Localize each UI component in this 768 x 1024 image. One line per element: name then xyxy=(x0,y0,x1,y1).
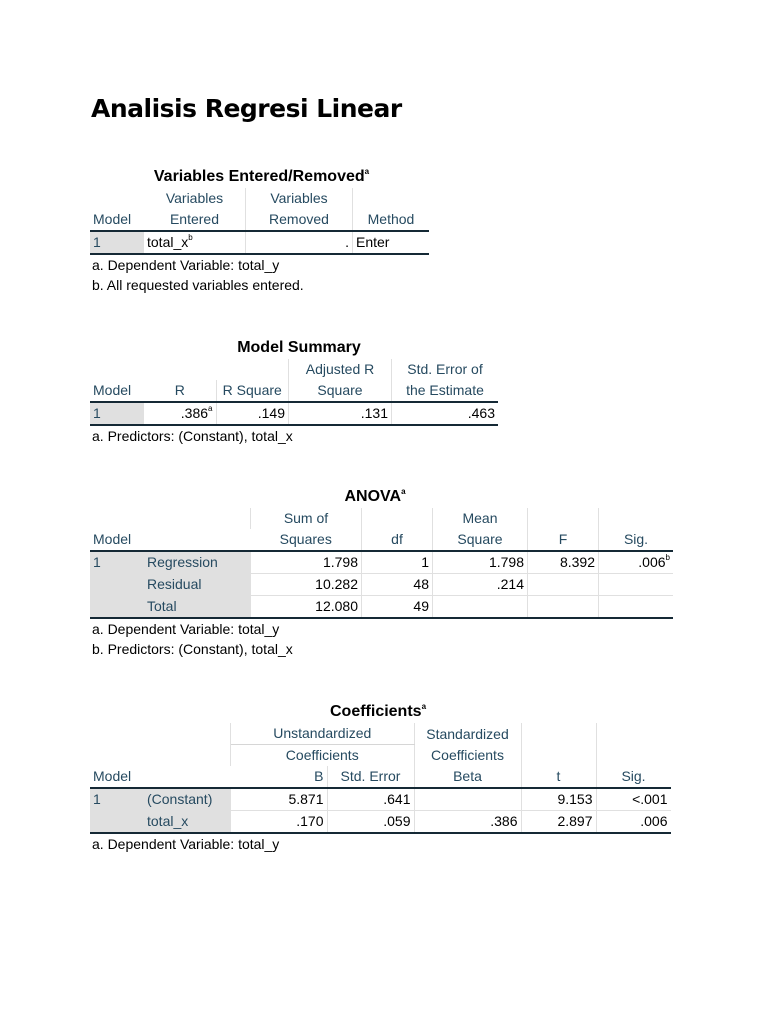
header-ss-2: Squares xyxy=(251,529,362,551)
table-row xyxy=(90,811,671,834)
header-se: Std. Error xyxy=(327,766,414,788)
header-unstd-2: Coefficients xyxy=(231,745,415,767)
cell-r xyxy=(144,402,216,425)
header-spacer xyxy=(144,508,251,529)
cell-f xyxy=(528,574,599,596)
header-entered-2: Entered xyxy=(144,209,246,231)
table-caption xyxy=(90,337,508,359)
model-number: 1 xyxy=(90,551,144,618)
row-label: total_x xyxy=(144,811,231,834)
caption-footnote-marker: a xyxy=(421,702,427,711)
cell-df: 48 xyxy=(362,574,433,596)
header-r: R xyxy=(144,380,216,402)
table-footnote: a. Dependent Variable: total_y xyxy=(92,836,280,852)
table-footnote: b. Predictors: (Constant), total_x xyxy=(92,641,293,657)
caption-text: Coefficients xyxy=(329,703,422,720)
cell-f: 8.392 xyxy=(528,551,599,574)
table-footnote: b. All requested variables entered. xyxy=(92,277,304,293)
coefficients-table xyxy=(90,701,671,854)
cell-sig xyxy=(599,596,674,619)
model-summary-table xyxy=(90,337,508,446)
header-std-1: Standardized xyxy=(414,723,521,745)
row-label: Total xyxy=(144,596,251,619)
header-spacer xyxy=(216,359,289,380)
header-unstd-1: Unstandardized xyxy=(231,723,415,745)
header-model: Model xyxy=(90,529,251,551)
table-caption xyxy=(90,701,666,723)
header-sig: Sig. xyxy=(596,766,671,788)
row-label: (Constant) xyxy=(144,788,231,811)
cell-sig: .006 xyxy=(596,811,671,834)
model-number: 1 xyxy=(90,231,144,254)
header-b: B xyxy=(231,766,328,788)
header-rsq: R Square xyxy=(216,380,289,402)
caption-text: Model Summary xyxy=(237,339,361,356)
model-number: 1 xyxy=(90,788,144,833)
header-se-2: the Estimate xyxy=(392,380,499,402)
cell-se: .059 xyxy=(327,811,414,834)
sig-footnote-marker: b xyxy=(665,553,670,562)
header-spacer xyxy=(90,745,144,767)
cell-b: .170 xyxy=(231,811,328,834)
header-sig: Sig. xyxy=(599,529,674,551)
cell-rsq: .149 xyxy=(216,402,289,425)
header-removed-1: Variables xyxy=(246,188,353,209)
table-row xyxy=(90,402,498,425)
header-spacer xyxy=(144,745,231,767)
table-row xyxy=(90,231,429,254)
table-row xyxy=(90,574,673,596)
header-spacer xyxy=(528,508,599,529)
page-title: Analisis Regresi Linear xyxy=(91,94,402,123)
cell-adj: .131 xyxy=(289,402,392,425)
header-removed-2: Removed xyxy=(246,209,353,231)
caption-footnote-marker: a xyxy=(401,487,406,496)
header-spacer xyxy=(521,723,596,745)
table-footnote: a. Dependent Variable: total_y xyxy=(92,621,280,637)
header-entered-1: Variables xyxy=(144,188,246,209)
cell-t: 9.153 xyxy=(521,788,596,811)
header-spacer xyxy=(521,745,596,767)
r-footnote-marker: a xyxy=(208,404,213,413)
header-ms-1: Mean xyxy=(433,508,528,529)
table-row xyxy=(90,551,673,574)
header-model: Model xyxy=(90,766,231,788)
header-model-spacer xyxy=(90,188,144,209)
table-row xyxy=(90,596,673,619)
table-caption xyxy=(90,166,433,188)
header-spacer xyxy=(144,723,231,745)
cell-ms: .214 xyxy=(433,574,528,596)
header-method: Method xyxy=(353,209,430,231)
header-spacer xyxy=(144,359,216,380)
cell-removed: . xyxy=(246,231,353,254)
cell-df: 49 xyxy=(362,596,433,619)
header-se-1: Std. Error of xyxy=(407,361,483,377)
header-ms-2: Square xyxy=(433,529,528,551)
row-label: Residual xyxy=(144,574,251,596)
header-beta: Beta xyxy=(414,766,521,788)
cell-method: Enter xyxy=(353,231,430,254)
caption-footnote-marker: a xyxy=(364,167,370,176)
row-label: Regression xyxy=(144,551,251,574)
cell-beta: .386 xyxy=(414,811,521,834)
cell-entered xyxy=(144,231,246,254)
header-spacer xyxy=(90,723,144,745)
cell-b: 5.871 xyxy=(231,788,328,811)
cell-ss: 10.282 xyxy=(251,574,362,596)
table-footnote: a. Dependent Variable: total_y xyxy=(92,257,280,273)
cell-sig: <.001 xyxy=(596,788,671,811)
cell-ms: 1.798 xyxy=(433,551,528,574)
header-ss-1: Sum of xyxy=(251,508,362,529)
cell-beta xyxy=(414,788,521,811)
entered-value: total_x xyxy=(147,234,189,250)
header-spacer xyxy=(596,723,671,745)
entered-footnote-marker: b xyxy=(188,233,193,242)
header-adj-1: Adjusted R xyxy=(289,359,392,380)
cell-t: 2.897 xyxy=(521,811,596,834)
table-row xyxy=(90,788,671,811)
variables-entered-removed-table xyxy=(90,166,433,295)
header-spacer xyxy=(90,359,144,380)
header-adj-2: Square xyxy=(289,380,392,402)
cell-ss: 12.080 xyxy=(251,596,362,619)
model-number: 1 xyxy=(90,402,144,425)
cell-df: 1 xyxy=(362,551,433,574)
header-spacer xyxy=(362,508,433,529)
cell-f xyxy=(528,596,599,619)
header-method-spacer xyxy=(353,188,430,209)
cell-se: .641 xyxy=(327,788,414,811)
anova-table xyxy=(90,486,673,659)
header-t: t xyxy=(521,766,596,788)
cell-ms xyxy=(433,596,528,619)
sig-value: .006 xyxy=(638,554,666,570)
table-caption xyxy=(90,486,660,508)
header-spacer xyxy=(596,745,671,767)
r-value: .386 xyxy=(180,405,209,421)
header-model: Model xyxy=(90,209,144,231)
header-std-2: Coefficients xyxy=(414,745,521,767)
cell-sig xyxy=(599,551,674,574)
caption-text: ANOVA xyxy=(344,488,402,505)
cell-sig xyxy=(599,574,674,596)
caption-text: Variables Entered/Removed xyxy=(153,168,365,185)
cell-ss: 1.798 xyxy=(251,551,362,574)
table-footnote: a. Predictors: (Constant), total_x xyxy=(92,428,293,444)
header-spacer xyxy=(90,508,144,529)
cell-se: .463 xyxy=(392,402,499,425)
header-model: Model xyxy=(90,380,144,402)
header-spacer xyxy=(599,508,674,529)
header-df: df xyxy=(362,529,433,551)
header-f: F xyxy=(528,529,599,551)
